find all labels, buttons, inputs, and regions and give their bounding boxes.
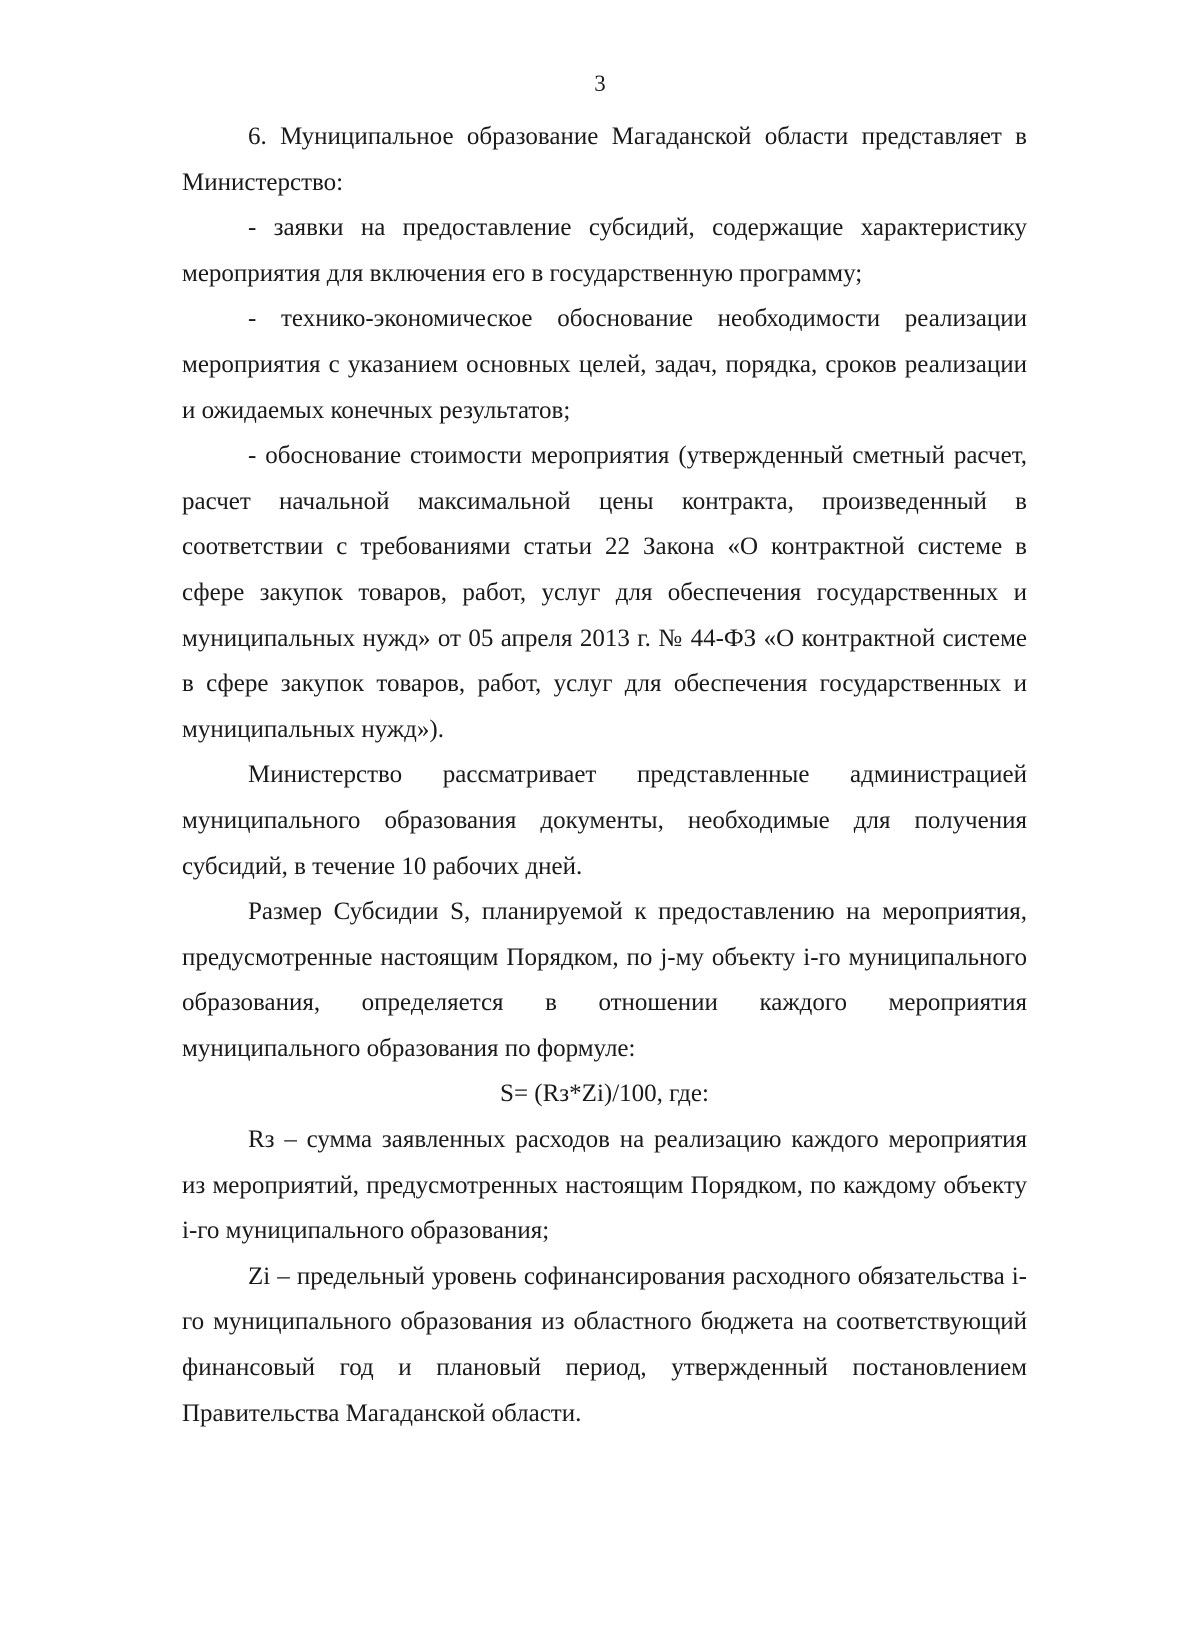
- definition-zi: Zi – предельный уровень софинансирования расходного обязательства i-го муниципального образования из областного бюджета на соответствующий финансовый год и плановый период, утвержденный постановлением Правительства Магаданской области.: [182, 1262, 1027, 1427]
- paragraph-subsidy-size: Размер Субсидии S, планируемой к предоставлению на мероприятия, предусмотренные настоящим Порядком, по j-му объекту i-го муниципального образования, определяется в отношении каждого мероприятия муниципального образования по формуле:: [182, 898, 1027, 1062]
- list-item-cost-justification: - обоснование стоимости мероприятия (утвержденный сметный расчет, расчет начальной максимальной цены контракта, произведенный в соответствии с требованиями статьи 22 Закона «О контрактной системе в сфере закупок товаров, работ, услуг для обеспечения государственных и муниципальных нужд» от 05 апреля 2013 г. № 44-ФЗ «О контрактной системе в сфере закупок товаров, работ, услуг для обеспечения государственных и муниципальных нужд»).: [182, 442, 1027, 743]
- page-number: 3: [594, 71, 606, 96]
- list-item-feasibility-study: - технико-экономическое обоснование необходимости реализации мероприятия с указанием основных целей, задач, порядка, сроков реализации и ожидаемых конечных результатов;: [182, 305, 1027, 424]
- list-item-applications: - заявки на предоставление субсидий, содержащие характеристику мероприятия для включения его в государственную программу;: [182, 214, 1027, 287]
- document-body: [182, 114, 1027, 1436]
- formula: S= (Rз*Zi)/100, где:: [500, 1080, 709, 1108]
- paragraph-ministry-review: Министерство рассматривает представленные администрацией муниципального образования документы, необходимые для получения субсидий, в течение 10 рабочих дней.: [182, 761, 1027, 880]
- paragraph-item-6: 6. Муниципальное образование Магаданской области представляет в Министерство:: [182, 123, 1027, 196]
- definition-rz: Rз – сумма заявленных расходов на реализацию каждого мероприятия из мероприятий, предусмотренных настоящим Порядком, по каждому объекту i-го муниципального образования;: [182, 1126, 1027, 1245]
